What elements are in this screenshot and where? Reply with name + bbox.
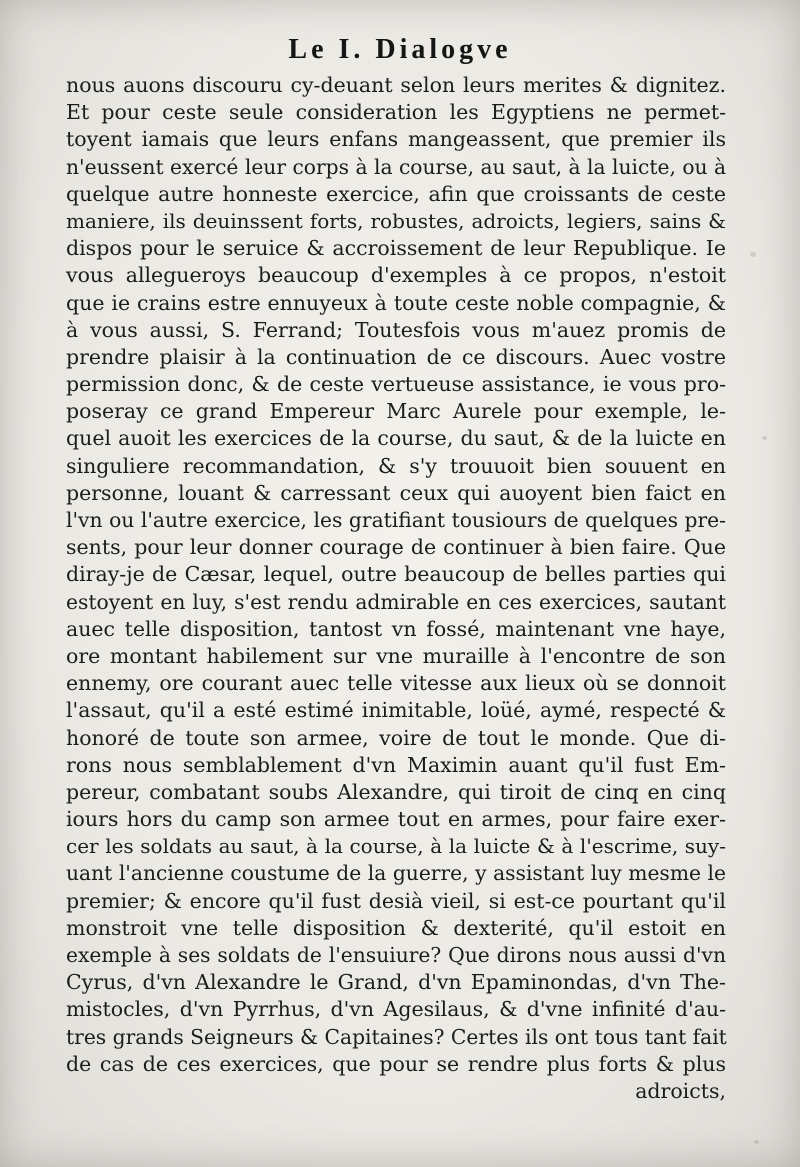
text-line: Cyrus, d'vn Alexandre le Grand, d'vn Epaminondas, d'vn The-	[66, 970, 726, 995]
running-header: Le I. Dialogve	[288, 34, 512, 65]
text-line: ennemy, ore courant auec telle vitesse aux lieux où se donnoit	[66, 671, 726, 696]
text-line: iours hors du camp son armee tout en armes, pour faire exer-	[66, 807, 726, 832]
text-line: l'assaut, qu'il a esté estimé inimitable, loüé, aymé, respecté &	[66, 698, 726, 723]
text-line: l'vn ou l'autre exercice, les gratifiant tousiours de quelques pre-	[66, 508, 726, 532]
text-line: auec telle disposition, tantost vn fossé, maintenant vne haye,	[66, 616, 726, 641]
text-line: de cas de ces exercices, que pour se rendre plus forts & plus	[66, 1051, 726, 1076]
text-line: personne, louant & carressant ceux qui auoyent bien faict en	[66, 480, 726, 505]
text-line: diray-je de Cæsar, lequel, outre beaucoup de belles parties qui	[66, 562, 726, 587]
text-line: Et pour ceste seule consideration les Egyptiens ne permet-	[66, 100, 726, 125]
text-line: ore montant habilement sur vne muraille à l'encontre de son	[66, 643, 726, 668]
text-line: permission donc, & de ceste vertueuse assistance, ie vous pro-	[66, 372, 726, 397]
text-line: monstroit vne telle disposition & dexterité, qu'il estoit en	[66, 915, 726, 940]
text-line: à vous aussi, S. Ferrand; Toutesfois vous m'auez promis de	[66, 317, 726, 342]
ink-spot	[762, 436, 767, 440]
ink-spot	[754, 1140, 759, 1144]
text-line: dispos pour le seruice & accroissement de leur Republique. Ie	[66, 236, 726, 261]
text-line: nous auons discouru cy-deuant selon leurs merites & dignitez.	[66, 73, 726, 97]
text-line: exemple à ses soldats de l'ensuiure? Que dirons nous aussi d'vn	[66, 943, 726, 967]
text-line: cer les soldats au saut, à la course, à la luicte & à l'escrime, suy-	[66, 834, 726, 859]
text-line: vous allegueroys beaucoup d'exemples à ce propos, n'estoit	[66, 263, 726, 288]
body-text	[66, 72, 726, 1105]
text-line: sents, pour leur donner courage de continuer à bien faire. Que	[66, 535, 726, 560]
text-line: pereur, combatant soubs Alexandre, qui tiroit de cinq en cinq	[66, 779, 726, 804]
text-line: honoré de toute son armee, voire de tout le monde. Que di-	[66, 725, 726, 750]
text-line: n'eussent exercé leur corps à la course, au saut, à la luicte, ou à	[66, 154, 727, 179]
text-line: quelque autre honneste exercice, afin que croissants de ceste	[66, 181, 726, 206]
text-line: rons nous semblablement d'vn Maximin auant qu'il fust Em-	[66, 752, 726, 777]
text-line: uant l'ancienne coustume de la guerre, y assistant luy mesme le	[66, 861, 726, 886]
text-line: poseray ce grand Empereur Marc Aurele pour exemple, le-	[66, 399, 726, 424]
catchword: adroicts,	[635, 1078, 726, 1103]
text-line: mistocles, d'vn Pyrrhus, d'vn Agesilaus, & d'vne infinité d'au-	[66, 997, 726, 1022]
ink-spot	[750, 252, 756, 257]
text-line: que ie crains estre ennuyeux à toute ceste noble compagnie, &	[66, 290, 726, 315]
text-line: maniere, ils deuinssent forts, robustes, adroicts, legiers, sains &	[66, 208, 726, 233]
text-line: toyent iamais que leurs enfans mangeassent, que premier ils	[66, 127, 726, 152]
text-line: singuliere recommandation, & s'y trouuoit bien souuent en	[66, 453, 726, 478]
text-line: estoyent en luy, s'est rendu admirable en ces exercices, sautant	[66, 589, 726, 614]
text-line: prendre plaisir à la continuation de ce discours. Auec vostre	[66, 344, 726, 369]
text-line: tres grands Seigneurs & Capitaines? Certes ils ont tous tant fait	[66, 1024, 727, 1049]
text-line: premier; & encore qu'il fust desià vieil, si est-ce pourtant qu'il	[66, 888, 726, 913]
text-line: quel auoit les exercices de la course, du saut, & de la luicte en	[66, 426, 726, 451]
